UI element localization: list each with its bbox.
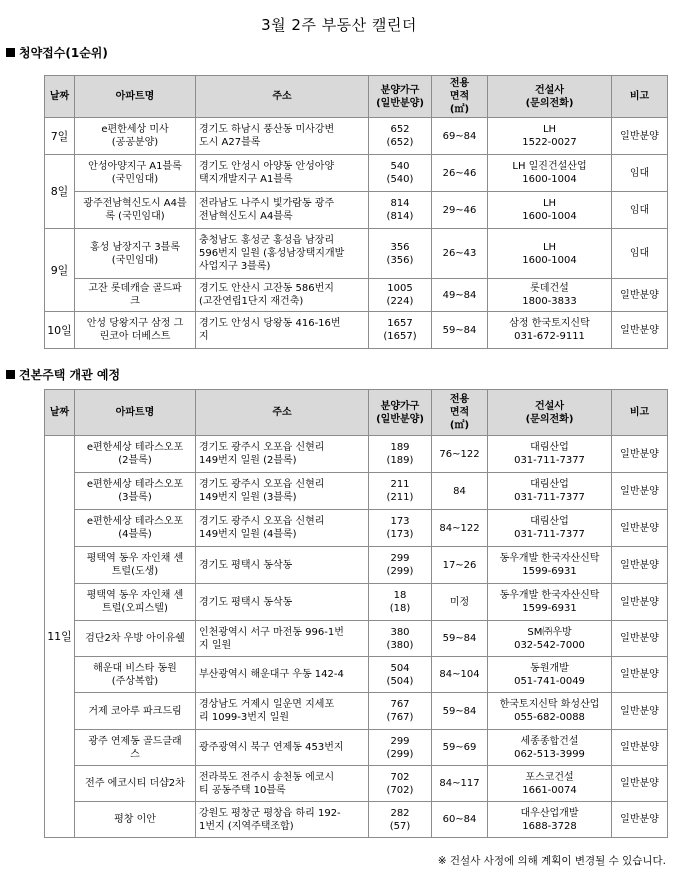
- header-note: 비고: [612, 390, 668, 436]
- cell-addr: 전라남도 나주시 빛가람동 광주 전남혁신도시 A4블록: [196, 192, 369, 229]
- cell-builder: 대림산업 031-711-7377: [488, 510, 612, 547]
- cell-units: 814 (814): [369, 192, 432, 229]
- cell-apt: 평택역 동우 자인채 센 트럴(오피스텔): [75, 584, 196, 621]
- table-row: [45, 584, 668, 621]
- table-row: [45, 155, 668, 192]
- cell-addr: 강원도 평창군 평창읍 하리 192- 1번지 (지역주택조합): [196, 802, 369, 838]
- header-units: 분양가구 (일반분양): [369, 76, 432, 118]
- cell-note: 일반분양: [612, 118, 668, 155]
- table-row: [45, 693, 668, 730]
- cell-units: 356 (356): [369, 229, 432, 279]
- cell-area: 26~46: [432, 155, 488, 192]
- cell-addr: 경기도 안산시 고잔동 586번지 (고잔연립1단지 재건축): [196, 279, 369, 312]
- cell-builder: 포스코건설 1661-0074: [488, 766, 612, 802]
- cell-builder: 롯데건설 1800-3833: [488, 279, 612, 312]
- cell-date: 10일: [45, 312, 75, 349]
- cell-builder: 대림산업 031-711-7377: [488, 436, 612, 473]
- cell-addr: 경상남도 거제시 일운면 지세포 리 1099-3번지 일원: [196, 693, 369, 730]
- cell-area: 17~26: [432, 547, 488, 584]
- cell-apt: e편한세상 미사 (공공분양): [75, 118, 196, 155]
- cell-note: 일반분양: [612, 312, 668, 349]
- table-row: [45, 621, 668, 657]
- cell-units: 282 (57): [369, 802, 432, 838]
- cell-note: 일반분양: [612, 436, 668, 473]
- cell-apt: e편한세상 테라스오포 (2블록): [75, 436, 196, 473]
- cell-units: 173 (173): [369, 510, 432, 547]
- header-addr: 주소: [196, 390, 369, 436]
- cell-area: 59~84: [432, 693, 488, 730]
- cell-units: 540 (540): [369, 155, 432, 192]
- header-area: 전용 면적 (㎡): [432, 390, 488, 436]
- header-date: 날짜: [45, 76, 75, 118]
- cell-note: 일반분양: [612, 547, 668, 584]
- cell-builder: 한국토지신탁 화성산업 055-682-0088: [488, 693, 612, 730]
- cell-units: 1657 (1657): [369, 312, 432, 349]
- header-area: 전용 면적 (㎡): [432, 76, 488, 118]
- square-bullet-icon: [6, 370, 15, 379]
- table-row: [45, 766, 668, 802]
- footnote: ※ 건설사 사정에 의해 계획이 변경될 수 있습니다.: [437, 855, 666, 867]
- cell-apt: 홍성 남장지구 3블록 (국민임대): [75, 229, 196, 279]
- cell-apt: 안성아양지구 A1블록 (국민임대): [75, 155, 196, 192]
- cell-units: 299 (299): [369, 547, 432, 584]
- cell-note: 일반분양: [612, 693, 668, 730]
- cell-apt: 검단2차 우방 아이유쉘: [75, 621, 196, 657]
- cell-addr: 경기도 안성시 당왕동 416-16번 지: [196, 312, 369, 349]
- cell-builder: 동우개발 한국자산신탁 1599-6931: [488, 584, 612, 621]
- header-builder: 건설사 (문의전화): [488, 390, 612, 436]
- section-header-model-house: [6, 366, 120, 383]
- header-note: 비고: [612, 76, 668, 118]
- cell-units: 380 (380): [369, 621, 432, 657]
- cell-units: 18 (18): [369, 584, 432, 621]
- cell-area: 76~122: [432, 436, 488, 473]
- cell-apt: e편한세상 테라스오포 (3블록): [75, 473, 196, 510]
- cell-units: 767 (767): [369, 693, 432, 730]
- cell-builder: 삼정 한국토지신탁 031-672-9111: [488, 312, 612, 349]
- cell-date: 11일: [45, 436, 75, 838]
- cell-addr: 인천광역시 서구 마전동 996-1번 지 일원: [196, 621, 369, 657]
- table-row: [45, 279, 668, 312]
- cell-apt: 안성 당왕지구 삼정 그 린코아 더베스트: [75, 312, 196, 349]
- cell-note: 임대: [612, 229, 668, 279]
- cell-note: 임대: [612, 192, 668, 229]
- cell-apt: 평택역 동우 자인채 센 트럴(도생): [75, 547, 196, 584]
- cell-builder: 대우산업개발 1688-3728: [488, 802, 612, 838]
- cell-addr: 경기도 하남시 풍산동 미사강변 도시 A27블록: [196, 118, 369, 155]
- table-row: [45, 802, 668, 838]
- table-row: [45, 229, 668, 279]
- table-row: [45, 657, 668, 693]
- cell-apt: 광주전남혁신도시 A4블 록 (국민임대): [75, 192, 196, 229]
- table-row: [45, 473, 668, 510]
- table-row: [45, 192, 668, 229]
- header-builder: 건설사 (문의전화): [488, 76, 612, 118]
- cell-apt: 평창 이안: [75, 802, 196, 838]
- cell-area: 69~84: [432, 118, 488, 155]
- cell-note: 일반분양: [612, 766, 668, 802]
- cell-note: 일반분양: [612, 621, 668, 657]
- cell-date: 7일: [45, 118, 75, 155]
- cell-area: 59~69: [432, 730, 488, 766]
- cell-builder: SM㈜우방 032-542-7000: [488, 621, 612, 657]
- cell-note: 일반분양: [612, 584, 668, 621]
- cell-area: 84~104: [432, 657, 488, 693]
- cell-area: 59~84: [432, 312, 488, 349]
- table-header-row: [45, 76, 668, 118]
- section-title: 청약접수(1순위): [19, 46, 108, 60]
- cell-apt: 광주 연제동 골드클래 스: [75, 730, 196, 766]
- cell-area: 59~84: [432, 621, 488, 657]
- header-apt: 아파트명: [75, 76, 196, 118]
- cell-date: 9일: [45, 229, 75, 312]
- cell-note: 일반분양: [612, 657, 668, 693]
- cell-builder: 동우개발 한국자산신탁 1599-6931: [488, 547, 612, 584]
- cell-builder: LH 1600-1004: [488, 192, 612, 229]
- cell-builder: LH 일진건설산업 1600-1004: [488, 155, 612, 192]
- cell-addr: 경기도 광주시 오포읍 신현리 149번지 일원 (2블록): [196, 436, 369, 473]
- cell-builder: 동원개발 051-741-0049: [488, 657, 612, 693]
- cell-note: 일반분양: [612, 510, 668, 547]
- table-row: [45, 730, 668, 766]
- section-title: 견본주택 개관 예정: [19, 368, 121, 382]
- table-header-row: [45, 390, 668, 436]
- cell-area: 29~46: [432, 192, 488, 229]
- cell-addr: 광주광역시 북구 연제동 453번지: [196, 730, 369, 766]
- table-row: [45, 312, 668, 349]
- cell-area: 미정: [432, 584, 488, 621]
- cell-apt: e편한세상 테라스오포 (4블록): [75, 510, 196, 547]
- header-date: 날짜: [45, 390, 75, 436]
- cell-note: 일반분양: [612, 730, 668, 766]
- cell-addr: 경기도 평택시 동삭동: [196, 584, 369, 621]
- square-bullet-icon: [6, 48, 15, 57]
- cell-addr: 충청남도 홍성군 홍성읍 남장리 596번지 일원 (홍성남장택지개발 사업지구 3블록): [196, 229, 369, 279]
- cell-units: 702 (702): [369, 766, 432, 802]
- cell-area: 60~84: [432, 802, 488, 838]
- cell-addr: 경기도 광주시 오포읍 신현리 149번지 일원 (3블록): [196, 473, 369, 510]
- model-house-table: [44, 389, 668, 838]
- cell-apt: 전주 에코시티 더샵2차: [75, 766, 196, 802]
- header-addr: 주소: [196, 76, 369, 118]
- cell-apt: 해운대 비스타 동원 (주상복합): [75, 657, 196, 693]
- table-row: [45, 510, 668, 547]
- cell-apt: 거제 코아루 파크드림: [75, 693, 196, 730]
- subscription-table: [44, 75, 668, 349]
- cell-addr: 경기도 평택시 동삭동: [196, 547, 369, 584]
- cell-units: 504 (504): [369, 657, 432, 693]
- cell-units: 211 (211): [369, 473, 432, 510]
- cell-addr: 부산광역시 해운대구 우동 142-4: [196, 657, 369, 693]
- cell-apt: 고잔 롯데캐슬 골드파 크: [75, 279, 196, 312]
- cell-addr: 경기도 광주시 오포읍 신현리 149번지 일원 (4블록): [196, 510, 369, 547]
- cell-units: 189 (189): [369, 436, 432, 473]
- cell-units: 299 (299): [369, 730, 432, 766]
- cell-note: 임대: [612, 155, 668, 192]
- cell-addr: 전라북도 전주시 송천동 에코시 티 공동주택 10블록: [196, 766, 369, 802]
- table-row: [45, 436, 668, 473]
- cell-area: 49~84: [432, 279, 488, 312]
- cell-area: 26~43: [432, 229, 488, 279]
- section-header-subscription: [6, 44, 108, 61]
- table-row: [45, 547, 668, 584]
- cell-area: 84~122: [432, 510, 488, 547]
- cell-note: 일반분양: [612, 473, 668, 510]
- page-title: 3월 2주 부동산 캘린더: [261, 16, 417, 34]
- cell-note: 일반분양: [612, 279, 668, 312]
- header-units: 분양가구 (일반분양): [369, 390, 432, 436]
- cell-builder: LH 1522-0027: [488, 118, 612, 155]
- cell-builder: LH 1600-1004: [488, 229, 612, 279]
- cell-units: 652 (652): [369, 118, 432, 155]
- cell-addr: 경기도 안성시 아양동 안성아양 택지개발지구 A1블록: [196, 155, 369, 192]
- cell-area: 84~117: [432, 766, 488, 802]
- header-apt: 아파트명: [75, 390, 196, 436]
- cell-note: 일반분양: [612, 802, 668, 838]
- cell-builder: 대림산업 031-711-7377: [488, 473, 612, 510]
- cell-date: 8일: [45, 155, 75, 229]
- table-row: [45, 118, 668, 155]
- cell-builder: 세종종합건설 062-513-3999: [488, 730, 612, 766]
- cell-units: 1005 (224): [369, 279, 432, 312]
- cell-area: 84: [432, 473, 488, 510]
